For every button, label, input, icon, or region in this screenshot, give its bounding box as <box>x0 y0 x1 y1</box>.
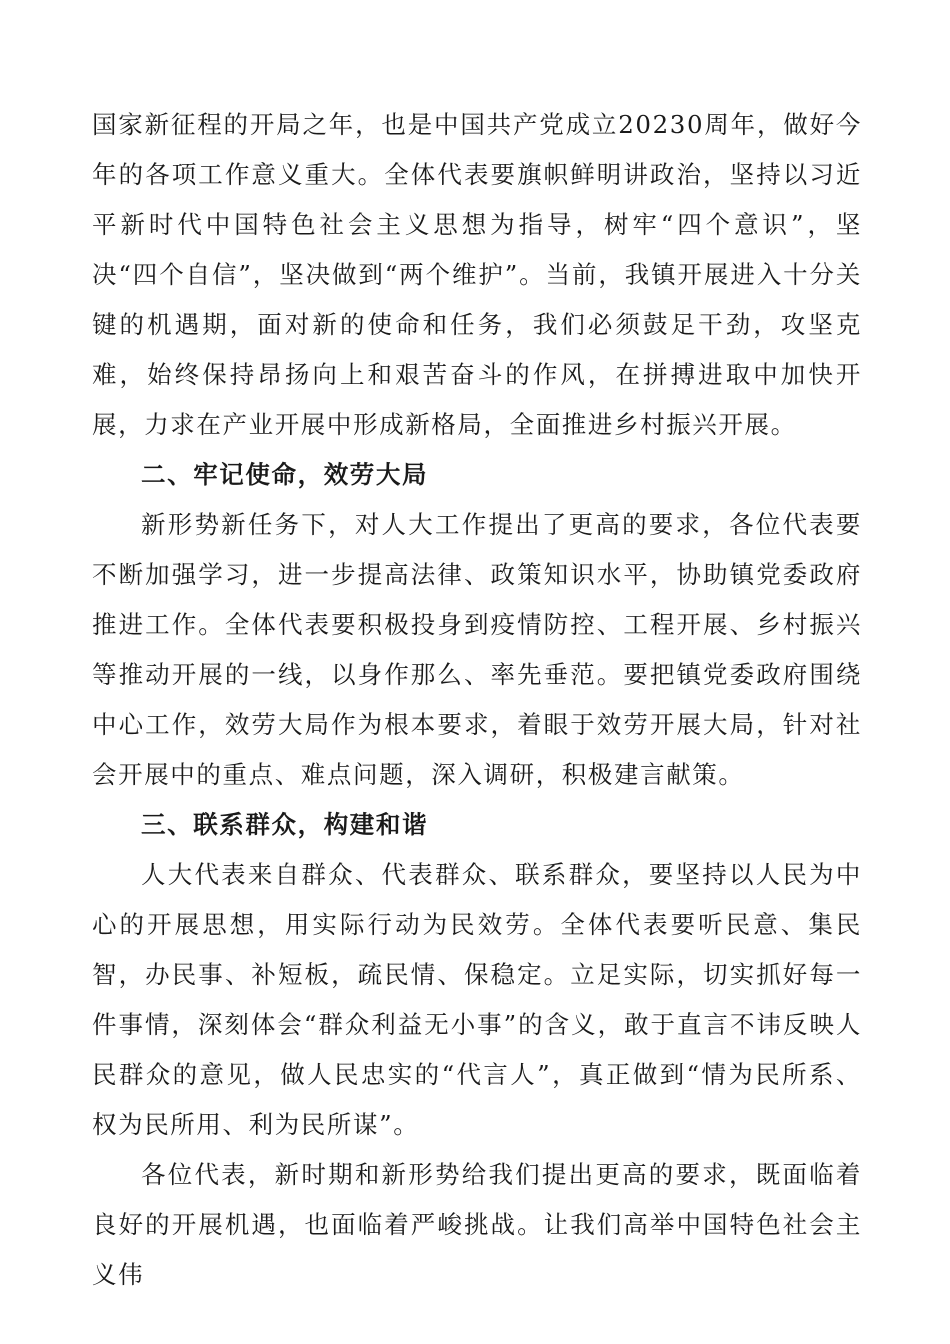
paragraph-closing: 各位代表，新时期和新形势给我们提出更高的要求，既面临着良好的开展机遇，也面临着严峻挑战。让我们高举中国特色社会主义伟 <box>92 1160 862 1289</box>
paragraph-section-2: 新形势新任务下，对人大工作提出了更高的要求，各位代表要不断加强学习，进一步提高法律、政策知识水平，协助镇党委政府推进工作。全体代表要积极投身到疫情防控、工程开展、乡村振兴等推动开展的一线，以身作那么、率先垂范。要把镇党委政府围绕中心工作，效劳大局作为根本要求，着眼于效劳开展大局，针对社会开展中的重点、难点问题，深入调研，积极建言献策。 <box>92 510 862 789</box>
paragraph-section-3: 人大代表来自群众、代表群众、联系群众，要坚持以人民为中心的开展思想，用实际行动为民效劳。全体代表要听民意、集民智，办民事、补短板，疏民情、保稳定。立足实际，切实抓好每一件事情，深刻体会“群众利益无小事”的含义，敢于直言不讳反映人民群众的意见，做人民忠实的“代言人”，真正做到“情为民所系、权为民所用、利为民所谋”。 <box>92 860 862 1139</box>
document-body <box>92 100 862 1300</box>
paragraph-continued: 国家新征程的开局之年，也是中国共产党成立20230周年，做好今年的各项工作意义重大。全体代表要旗帜鲜明讲政治，坚持以习近平新时代中国特色社会主义思想为指导，树牢“四个意识”，坚决“四个自信”，坚决做到“两个维护”。当前，我镇开展进入十分关键的机遇期，面对新的使命和任务，我们必须鼓足干劲，攻坚克难，始终保持昂扬向上和艰苦奋斗的作风，在拼搏进取中加快开展，力求在产业开展中形成新格局，全面推进乡村振兴开展。 <box>92 110 862 439</box>
section-heading-3: 三、联系群众，构建和谐 <box>141 810 429 839</box>
section-heading-2: 二、牢记使命，效劳大局 <box>141 460 429 489</box>
